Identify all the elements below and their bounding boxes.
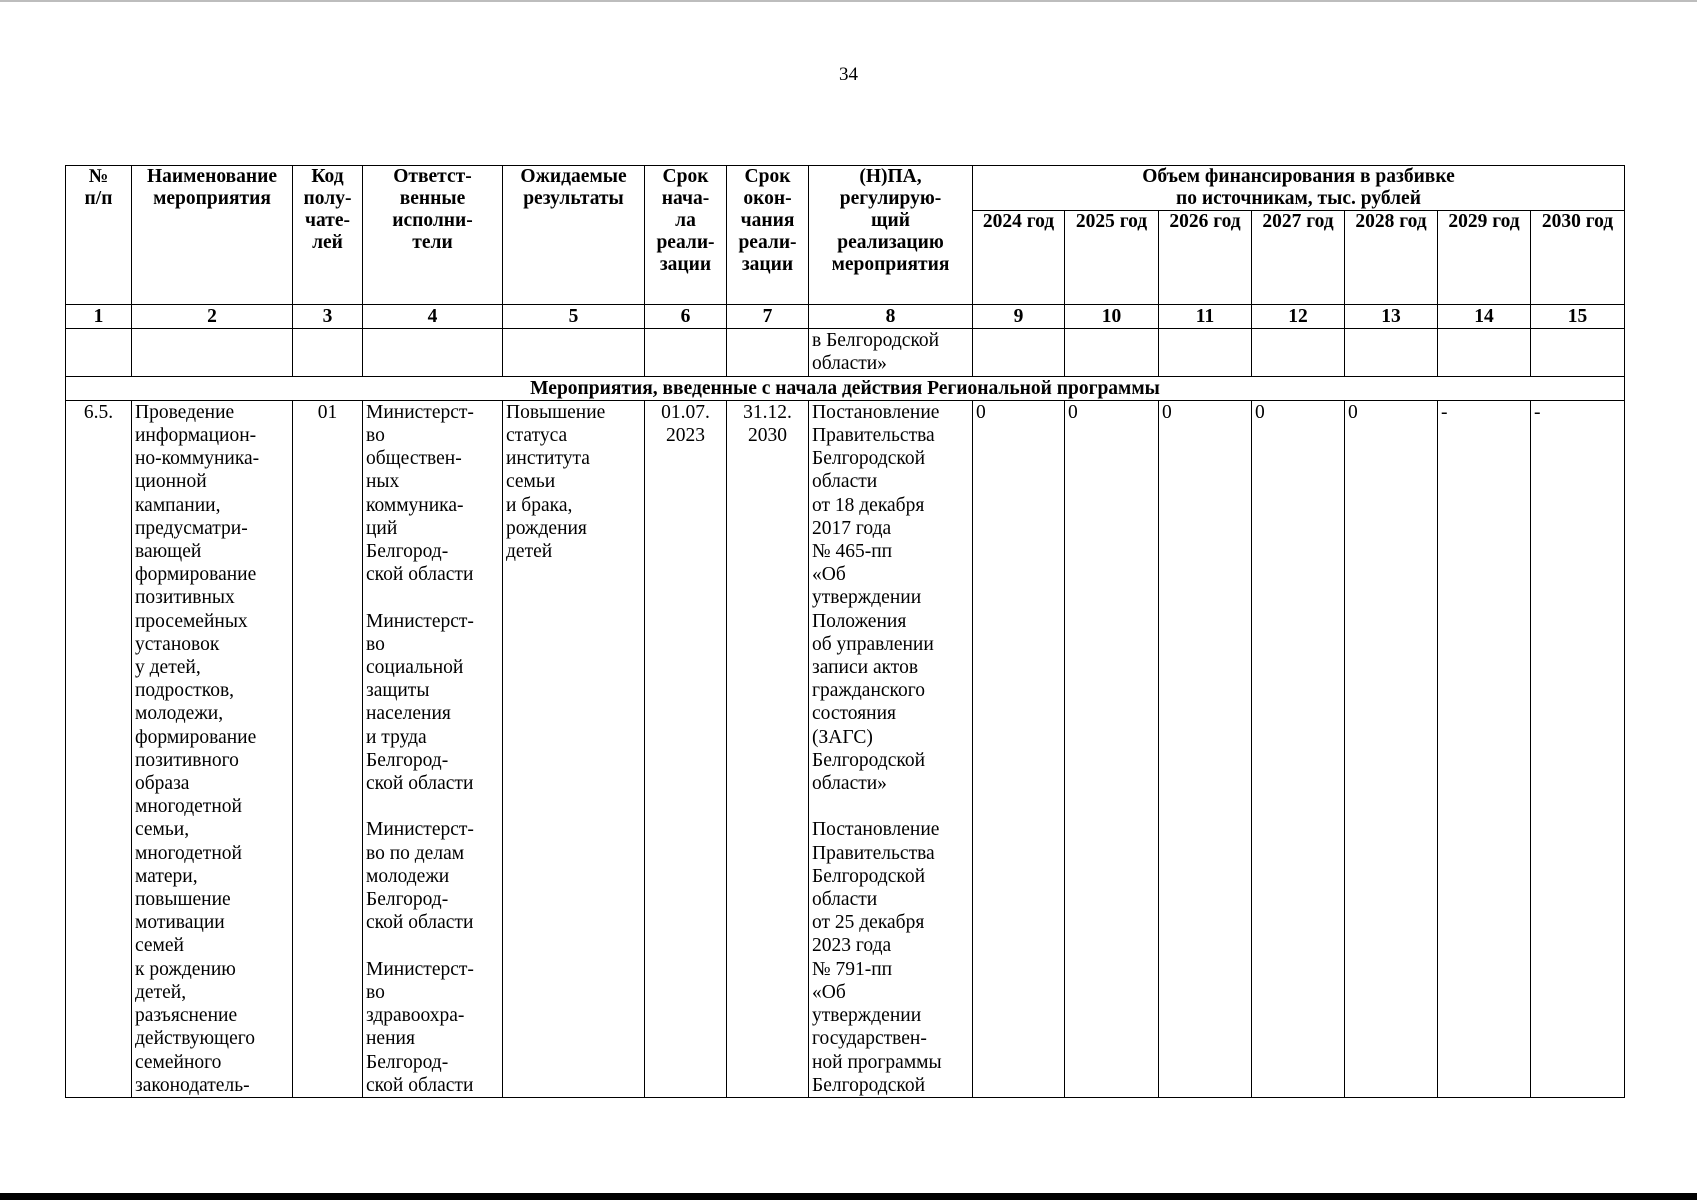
header-year: 2030 год <box>1531 211 1625 305</box>
row-end-date: 31.12. 2030 <box>727 400 809 1097</box>
column-number: 7 <box>727 305 809 329</box>
row-start-date: 01.07. 2023 <box>645 400 727 1097</box>
header-row-1 <box>66 166 1625 211</box>
column-number: 4 <box>363 305 503 329</box>
row-value-2024: 0 <box>973 400 1065 1097</box>
column-number: 6 <box>645 305 727 329</box>
column-number: 13 <box>1345 305 1438 329</box>
page-number: 34 <box>839 64 858 85</box>
header-year: 2028 год <box>1345 211 1438 305</box>
header-funding-group: Объем финансирования в разбивке по источникам, тыс. рублей <box>973 166 1625 211</box>
continuation-row <box>66 329 1625 376</box>
row-value-2028: 0 <box>1345 400 1438 1097</box>
row-value-2030: - <box>1531 400 1625 1097</box>
empty-cell <box>132 329 293 376</box>
table-row <box>66 400 1625 1097</box>
empty-cell <box>1159 329 1252 376</box>
header-name: Наименование мероприятия <box>132 166 293 305</box>
row-name: Проведение информацион- но-коммуника- ционной кампании, предусматри- вающей формирование позитивных просемейных установок у детей, подростков, молодежи, формирование позитивного образа многодетной семьи, многодетной матери, повышение мотивации семей к рождению детей, разъяснение действующего семейного законодатель- <box>132 400 293 1097</box>
column-number: 5 <box>503 305 645 329</box>
header-start: Срок нача- ла реали- зации <box>645 166 727 305</box>
row-value-2027: 0 <box>1252 400 1345 1097</box>
npa-continuation: в Белгородской области» <box>809 329 973 376</box>
header-year: 2026 год <box>1159 211 1252 305</box>
header-year: 2025 год <box>1065 211 1159 305</box>
column-number-row <box>66 305 1625 329</box>
column-number: 12 <box>1252 305 1345 329</box>
column-number: 3 <box>293 305 363 329</box>
row-results: Повышение статуса института семьи и брака, рождения детей <box>503 400 645 1097</box>
empty-cell <box>1065 329 1159 376</box>
empty-cell <box>1252 329 1345 376</box>
empty-cell <box>1438 329 1531 376</box>
empty-cell <box>727 329 809 376</box>
column-number: 10 <box>1065 305 1159 329</box>
header-npa: (Н)ПА, регулирую- щий реализацию мероприятия <box>809 166 973 305</box>
top-border-line <box>0 0 1697 2</box>
section-title: Мероприятия, введенные с начала действия Региональной программы <box>66 376 1625 400</box>
column-number: 14 <box>1438 305 1531 329</box>
row-code: 01 <box>293 400 363 1097</box>
row-value-2025: 0 <box>1065 400 1159 1097</box>
empty-cell <box>293 329 363 376</box>
row-value-2029: - <box>1438 400 1531 1097</box>
header-number: № п/п <box>66 166 132 305</box>
empty-cell <box>66 329 132 376</box>
column-number: 15 <box>1531 305 1625 329</box>
header-responsible: Ответст- венные исполни- тели <box>363 166 503 305</box>
bottom-border-bar <box>0 1193 1697 1200</box>
row-value-2026: 0 <box>1159 400 1252 1097</box>
column-number: 11 <box>1159 305 1252 329</box>
row-npa: Постановление Правительства Белгородской области от 18 декабря 2017 года № 465-пп «Об утверждении Положения об управлении записи актов гражданского состояния (ЗАГС) Белгородской области» Постановление Правительства Белгородской области от 25 декабря 2023 года № 791-пп «Об утверждении государствен- ной программы Белгородской <box>809 400 973 1097</box>
header-year: 2027 год <box>1252 211 1345 305</box>
empty-cell <box>363 329 503 376</box>
header-year: 2024 год <box>973 211 1065 305</box>
section-row <box>66 376 1625 400</box>
empty-cell <box>645 329 727 376</box>
column-number: 1 <box>66 305 132 329</box>
empty-cell <box>1345 329 1438 376</box>
funding-table <box>65 165 1625 1098</box>
column-number: 2 <box>132 305 293 329</box>
header-code: Код полу- чате- лей <box>293 166 363 305</box>
empty-cell <box>503 329 645 376</box>
header-year: 2029 год <box>1438 211 1531 305</box>
column-number: 8 <box>809 305 973 329</box>
header-results: Ожидаемые результаты <box>503 166 645 305</box>
empty-cell <box>973 329 1065 376</box>
row-responsible: Министерст- во обществен- ных коммуника- ций Белгород- ской области Министерст- во социальной защиты населения и труда Белгород- ской области Министерст- во по делам молодежи Белгород- ской области Министерст- во здравоохра- нения Белгород- ской области <box>363 400 503 1097</box>
header-end: Срок окон- чания реали- зации <box>727 166 809 305</box>
column-number: 9 <box>973 305 1065 329</box>
row-number: 6.5. <box>66 400 132 1097</box>
empty-cell <box>1531 329 1625 376</box>
